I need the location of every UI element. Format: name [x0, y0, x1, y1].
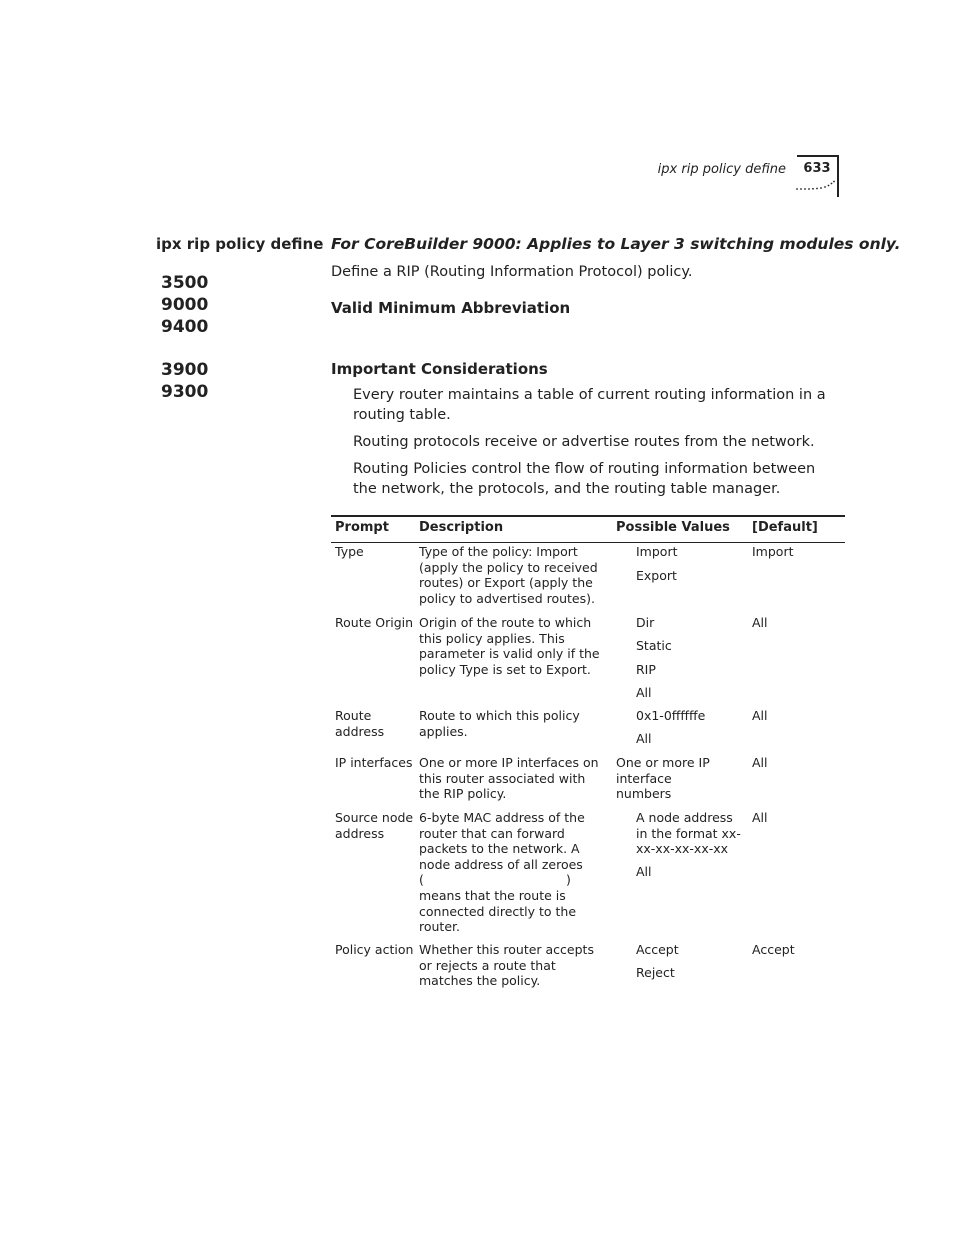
default-cell: All — [752, 755, 768, 770]
platform-9300: 9300 — [161, 382, 209, 402]
consideration-paragraph: Routing protocols receive or advertise routes from the network. — [353, 434, 815, 450]
value-cell: Dir — [636, 615, 655, 630]
applies-note: For CoreBuilder 9000: Applies to Layer 3 switching modules only. — [331, 235, 901, 253]
value-cell: All — [636, 685, 652, 700]
heading-important-considerations: Important Considerations — [331, 360, 548, 378]
heading-valid-abbreviation: Valid Minimum Abbreviation — [331, 299, 571, 317]
table-top-rule — [331, 515, 845, 517]
description-cell: ( — [419, 872, 424, 887]
description-cell: 6-byte MAC address of the router that can forward packets to the network. A node address of all zeroes — [419, 810, 585, 873]
running-title: ipx rip policy define — [657, 162, 786, 177]
value-cell: Static — [636, 638, 672, 653]
description-cell: Type of the policy: Import (apply the policy to received routes) or Export (apply the policy to advertised routes). — [419, 544, 598, 607]
table-header-rule — [331, 542, 845, 543]
consideration-paragraph: Every router maintains a table of current routing information in a routing table. — [353, 387, 826, 423]
description-cell: means that the route is connected directly to the router. — [419, 888, 577, 935]
prompt-cell: Route address — [335, 708, 385, 739]
description-cell: One or more IP interfaces on this router associated with the RIP policy. — [419, 755, 599, 802]
prompt-cell: IP interfaces — [335, 755, 413, 770]
dotted-corner-ornament — [795, 180, 839, 192]
value-cell: All — [636, 864, 652, 879]
value-cell: 0x1-0ffffffe — [636, 708, 706, 723]
consideration-paragraph: Routing Policies control the flow of routing information between the network, the protocols, and the routing table manager. — [353, 461, 816, 497]
prompt-cell: Source node address — [335, 810, 414, 841]
platform-3500: 3500 — [161, 273, 209, 293]
description-cell: Whether this router accepts or rejects a route that matches the policy. — [419, 942, 594, 989]
value-cell: Import — [636, 544, 678, 559]
value-cell: Export — [636, 568, 677, 583]
value-cell: Accept — [636, 942, 679, 957]
column-header-possible-values: Possible Values — [616, 520, 730, 535]
default-cell: Import — [752, 544, 794, 559]
default-cell: All — [752, 708, 768, 723]
prompt-cell: Route Origin — [335, 615, 414, 630]
platform-9400: 9400 — [161, 317, 209, 337]
prompt-cell: Type — [335, 544, 364, 559]
page-corner-top-line — [797, 155, 838, 157]
prompt-cell: Policy action — [335, 942, 414, 957]
value-cell: Reject — [636, 965, 675, 980]
column-header-description: Description — [419, 520, 504, 535]
value-cell: RIP — [636, 662, 656, 677]
description-cell: ) — [566, 872, 571, 887]
value-cell: A node address in the format xx-xx-xx-xx-xx-xx — [636, 810, 741, 857]
command-definition: Define a RIP (Routing Information Protocol) policy. — [331, 264, 693, 280]
platform-9000: 9000 — [161, 295, 209, 315]
column-header-prompt: Prompt — [335, 520, 389, 535]
default-cell: Accept — [752, 942, 795, 957]
default-cell: All — [752, 810, 768, 825]
description-cell: Origin of the route to which this policy applies. This parameter is valid only if the policy Type is set to Export. — [419, 615, 600, 678]
value-cell: All — [636, 731, 652, 746]
column-header-default: [Default] — [752, 520, 818, 535]
value-cell: One or more IP interface numbers — [616, 755, 710, 802]
description-cell: Route to which this policy applies. — [419, 708, 580, 739]
page-number: 633 — [803, 161, 831, 176]
command-name: ipx rip policy define — [156, 235, 324, 253]
platform-3900: 3900 — [161, 360, 209, 380]
default-cell: All — [752, 615, 768, 630]
